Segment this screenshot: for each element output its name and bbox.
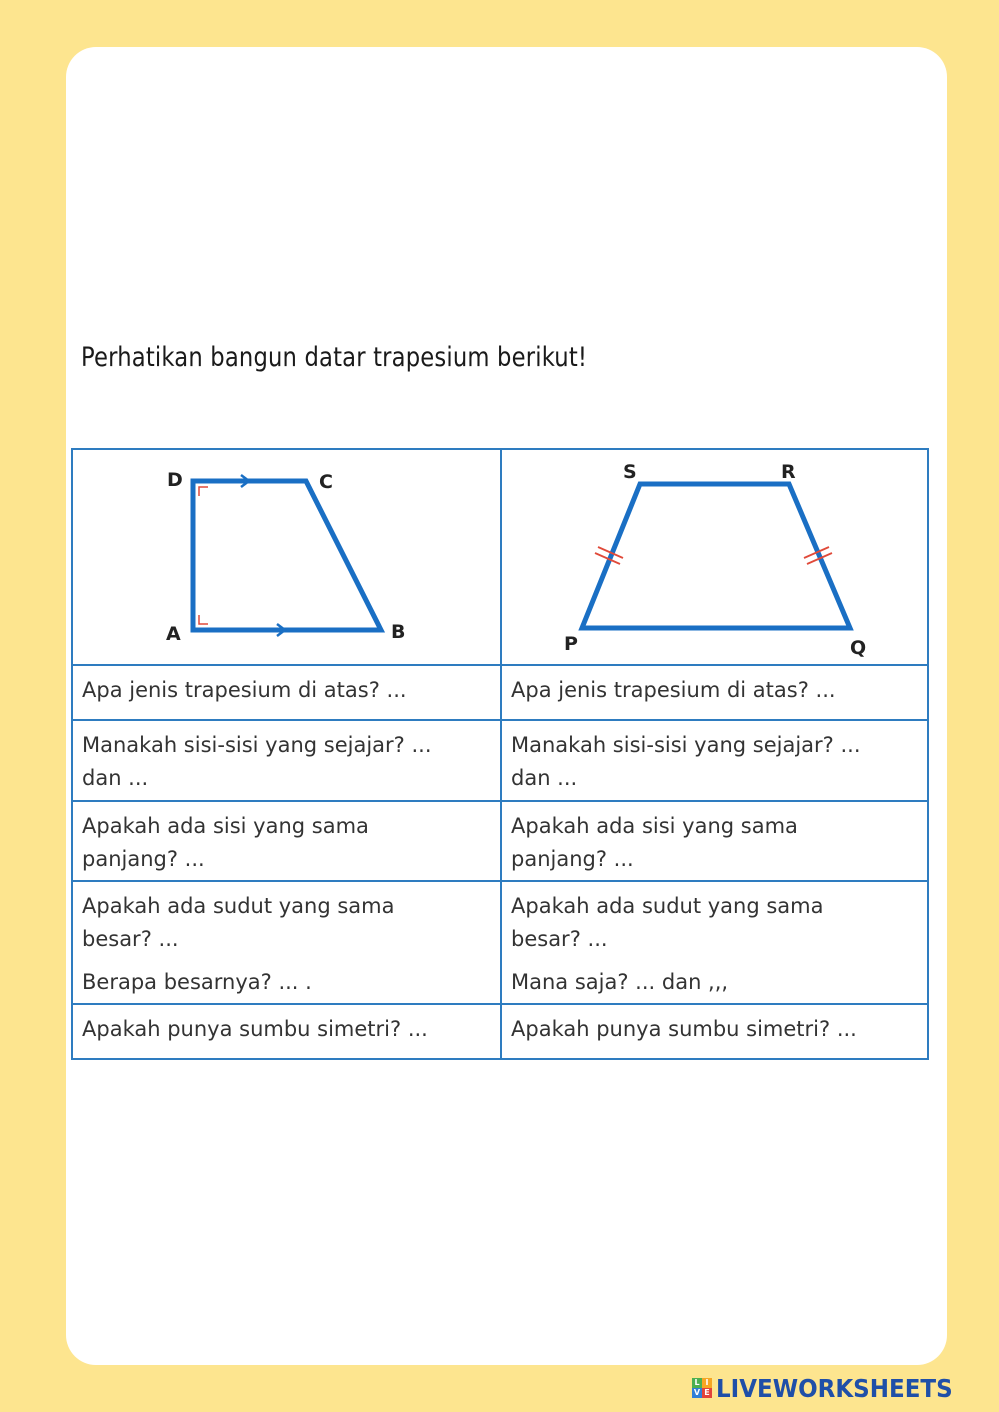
- question-text: panjang? ...: [511, 847, 634, 871]
- instruction-text: Perhatikan bangun datar trapesium berikut!: [81, 342, 588, 373]
- liveworksheets-logo-icon: [692, 1378, 712, 1398]
- question-cell-left: [73, 666, 500, 719]
- vertex-label-b: B: [391, 621, 406, 643]
- question-cell-right: [500, 882, 927, 1003]
- worksheet-table: [71, 448, 929, 1060]
- question-text: Apakah ada sisi yang sama: [82, 814, 369, 838]
- question-text: Apa jenis trapesium di atas? ...: [511, 678, 836, 702]
- question-text: Apakah punya sumbu simetri? ...: [511, 1017, 857, 1041]
- question-text: besar? ...: [511, 927, 608, 951]
- question-text: Apakah ada sudut yang sama: [82, 894, 395, 918]
- question-text: panjang? ...: [82, 847, 205, 871]
- liveworksheets-logo[interactable]: [692, 1372, 973, 1404]
- trapezium-abcd-figure: [73, 450, 500, 664]
- question-cell-right: [500, 1005, 927, 1058]
- question-cell-left: [73, 1005, 500, 1058]
- question-cell-left: [73, 882, 500, 1003]
- trapezium-pqrs-cell: [500, 450, 927, 664]
- right-angle-marker-d: [199, 487, 208, 496]
- question-text: besar? ...: [82, 927, 179, 951]
- question-text: Manakah sisi-sisi yang sejajar? ...: [511, 733, 861, 757]
- figures-row: [73, 450, 927, 664]
- logo-mark-letter: E: [702, 1388, 712, 1398]
- logo-mark-letter: I: [702, 1378, 712, 1388]
- vertex-label-d: D: [167, 469, 183, 491]
- question-text: Apakah ada sudut yang sama: [511, 894, 824, 918]
- trapezium-abcd-cell: [73, 450, 500, 664]
- vertex-label-p: P: [564, 633, 578, 655]
- question-row-parallel-sides: [73, 719, 927, 800]
- question-cell-left: [73, 802, 500, 880]
- vertex-label-c: C: [319, 471, 333, 493]
- logo-mark-letter: L: [692, 1378, 702, 1388]
- question-row-type: [73, 664, 927, 719]
- vertex-label-a: A: [166, 623, 181, 645]
- question-row-equal-angles: [73, 880, 927, 1003]
- question-cell-right: [500, 721, 927, 800]
- question-cell-right: [500, 802, 927, 880]
- question-text: Manakah sisi-sisi yang sejajar? ...: [82, 733, 432, 757]
- trapezium-abcd-outline: [193, 481, 381, 630]
- liveworksheets-logo-text: LIVEWORKSHEETS: [716, 1373, 953, 1403]
- trapezium-pqrs-figure: [502, 450, 929, 664]
- question-cell-right: [500, 666, 927, 719]
- vertex-label-r: R: [781, 461, 796, 483]
- question-text: dan ...: [82, 766, 149, 790]
- question-text: Apa jenis trapesium di atas? ...: [82, 678, 407, 702]
- question-row-equal-sides: [73, 800, 927, 880]
- question-text: Mana saja? ... dan ,,,: [511, 970, 729, 994]
- question-text: Apakah ada sisi yang sama: [511, 814, 798, 838]
- vertex-label-s: S: [623, 461, 637, 483]
- question-cell-left: [73, 721, 500, 800]
- right-angle-marker-a: [199, 615, 208, 624]
- question-text: Berapa besarnya? ... .: [82, 970, 312, 994]
- question-text: Apakah punya sumbu simetri? ...: [82, 1017, 428, 1041]
- question-text: dan ...: [511, 766, 578, 790]
- logo-mark-letter: V: [693, 1388, 701, 1397]
- vertex-label-q: Q: [850, 637, 867, 659]
- question-row-symmetry: [73, 1003, 927, 1058]
